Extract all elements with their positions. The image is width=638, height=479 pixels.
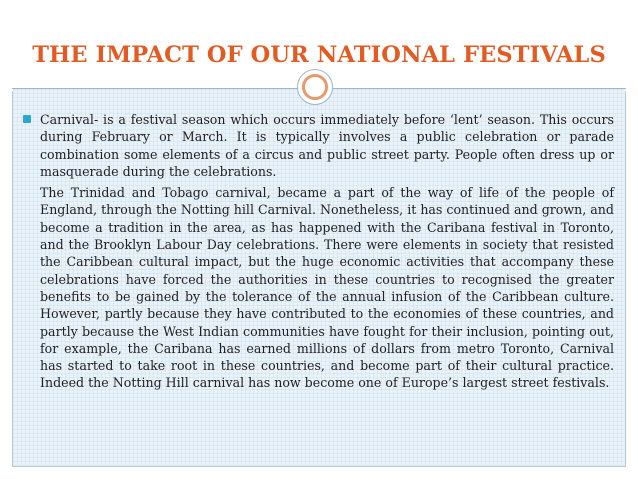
body-paragraph-2: The Trinidad and Tobago carnival, became a part of the way of life of the people of England, through the Notting hill Carnival. Nonetheless, it has continued and grown, and become a tradition in the area, as has happened with the Caribana festival in Toronto, and the Brooklyn Labour Day celebrations. There were elements in society that resisted the Caribbean cultural impact, but the huge economic activities that accompany these celebrations have forced the authorities in these countries to recognised the greater benefits to be gained by the tolerance of the annual infusion of the Caribbean culture. However, partly because they have contributed to the economies of these countries, and partly because the West Indian communities have fought for their inclusion, pointing out, for example, the Caribana has earned millions of dollars from metro Toronto, Carnival has started to take root in these countries, and become part of their cultural practice. Indeed the Notting Hill carnival has now become one of Europe’s largest street festivals.: [40, 185, 614, 391]
body-paragraph-1: Carnival- is a festival season which occurs immediately before ‘lent’ season. This occurs during February or March. It is typically involves a public celebration or parade combination some elements of a circus and public street party. People often dress up or masquerade during the celebrations.: [40, 112, 614, 179]
bullet-icon: [23, 115, 31, 123]
circle-ornament-icon: [297, 69, 333, 105]
slide-title: THE IMPACT OF OUR NATIONAL FESTIVALS: [32, 42, 606, 68]
slide-body: [40, 111, 614, 396]
ornament-ring: [302, 74, 328, 100]
